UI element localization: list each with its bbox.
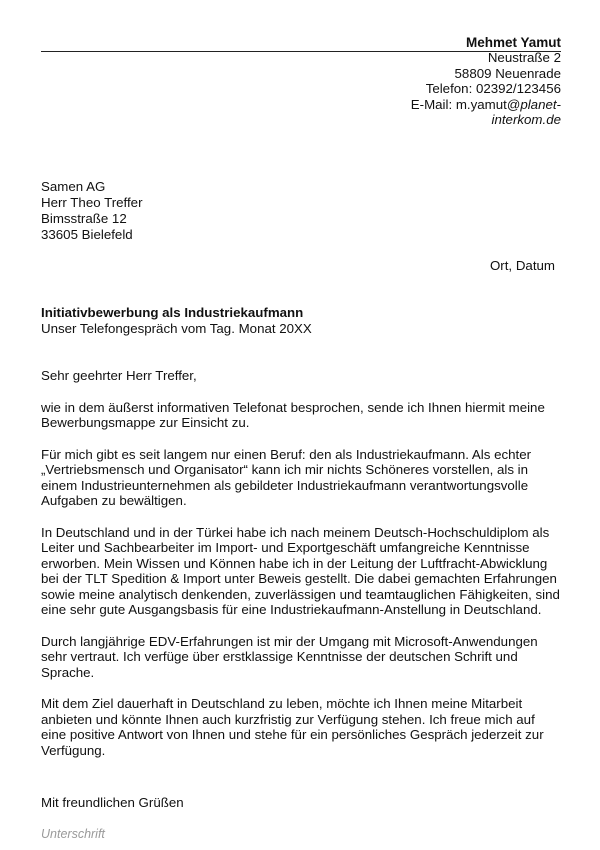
subject-block bbox=[41, 305, 312, 337]
sender-email-domain-2: interkom.de bbox=[491, 112, 561, 128]
sender-city: 58809 Neuenrade bbox=[454, 65, 561, 81]
recipient-person: Herr Theo Treffer bbox=[41, 195, 143, 210]
place-date: Ort, Datum bbox=[489, 258, 555, 273]
body-paragraph-4: Durch langjährige EDV-Erfahrungen ist mir der Umgang mit Microsoft-Anwendungen sehr vertraut. Ich verfüge über erstklassige Kenntnisse der deutschen Schrift und Sprache. bbox=[41, 633, 538, 680]
closing: Mit freundlichen Grüßen bbox=[41, 795, 184, 810]
subject-title: Initiativbewerbung als Industriekaufmann bbox=[41, 305, 304, 320]
recipient-company: Samen AG bbox=[41, 179, 106, 194]
signature-placeholder: Unterschrift bbox=[41, 827, 105, 841]
sender-block bbox=[411, 35, 561, 127]
letter-body bbox=[41, 368, 561, 774]
recipient-street: Bimsstraße 12 bbox=[41, 211, 127, 226]
body-paragraph-5: Mit dem Ziel dauerhaft in Deutschland zu leben, möchte ich Ihnen meine Mitarbeit anbieten und könnte Ihnen auch kurzfristig zur Verfügung stehen. Ich freue mich auf eine positive Antwort von Ihnen und stehe für ein persönliches Gespräch jederzeit zur Verfügung. bbox=[41, 696, 544, 758]
sender-street: Neustraße 2 bbox=[487, 50, 561, 66]
sender-email-prefix: E-Mail: m.yamut@ bbox=[410, 96, 521, 112]
sender-phone: Telefon: 02392/123456 bbox=[425, 81, 561, 97]
recipient-block bbox=[41, 179, 143, 243]
sender-name: Mehmet Yamut bbox=[465, 35, 561, 50]
body-paragraph-2: Für mich gibt es seit langem nur einen Beruf: den als Industriekaufmann. Als echter „Vertriebsmensch und Organisator“ kann ich mir nichts Schöneres vorstellen, als in einem Industrieunternehmen als gebildeter Industriekaufmann verantwortungsvolle Aufgaben zu bewältigen. bbox=[41, 446, 532, 508]
body-paragraph-3: In Deutschland und in der Türkei habe ich nach meinem Deutsch-Hochschuldiplom als Leiter und Sachbearbeiter im Import- und Exportgeschäft umfangreiche Kenntnisse erworben. Mein Wissen und Können habe ich in der Leitung der Luftfracht-Abwicklung bei der TLT Spedition & Import unter Beweis gestellt. Die dabei gemachten Erfahrungen sowie meine analytisch denkenden, zuverlässigen und teamtauglichen Fähigkeiten, sind eine sehr gute Ausgangsbasis für eine Industriekaufmann-Anstellung in Deutschland. bbox=[41, 524, 560, 617]
subject-reference: Unser Telefongespräch vom Tag. Monat 20XX bbox=[41, 321, 312, 336]
body-paragraph-1: wie in dem äußerst informativen Telefonat besprochen, sende ich Ihnen hiermit meine Bewerbungsmappe zur Einsicht zu. bbox=[41, 399, 545, 430]
recipient-city: 33605 Bielefeld bbox=[41, 227, 133, 242]
sender-email-domain-1: planet- bbox=[520, 96, 561, 112]
sender-email bbox=[411, 97, 561, 112]
salutation: Sehr geehrter Herr Treffer, bbox=[41, 368, 197, 383]
